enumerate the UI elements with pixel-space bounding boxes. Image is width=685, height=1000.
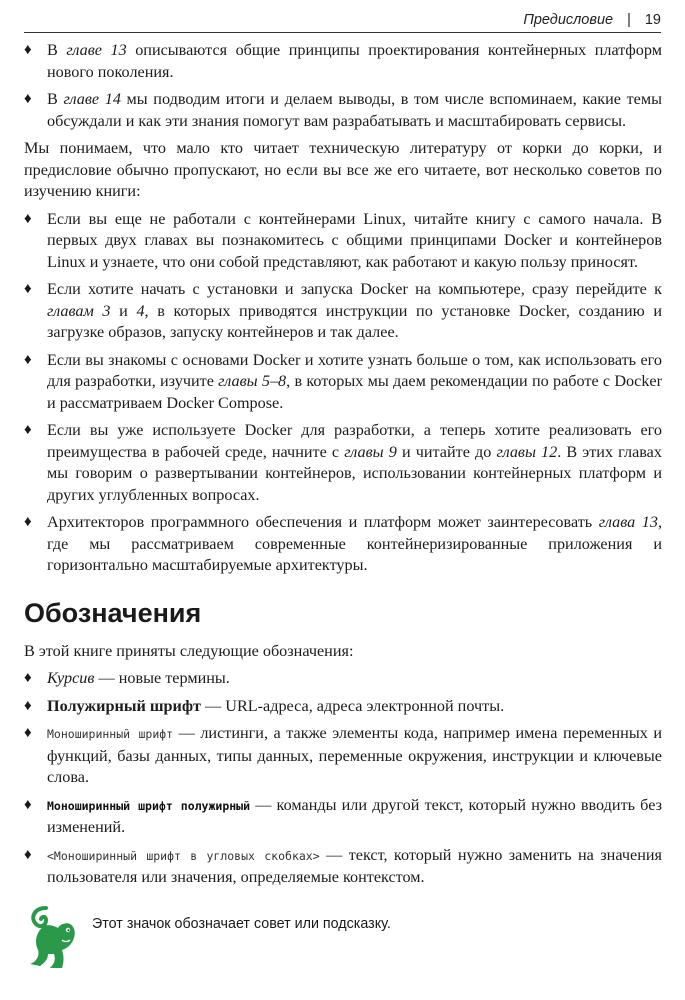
text: Если вы знакомы с основами Docker и хотите узнать больше о том, как использовать его для разработки, изучите: [47, 350, 662, 390]
bullet-diamond-icon: ♦: [24, 697, 32, 714]
reading-advice-list: [24, 209, 662, 577]
text: описываются общие принципы проектирования контейнерных платформ нового поколения.: [47, 41, 662, 81]
text: — команды или другой текст, который нужно вводить без изменений.: [47, 795, 662, 836]
intro-paragraph: Мы понимаем, что мало кто читает техническую литературу от корки до корки, и предисловие обычно пропускают, но если вы все же его читаете, вот несколько советов по изучению книги:: [24, 139, 662, 200]
conventions-list: [24, 668, 662, 889]
page-body: [24, 40, 662, 895]
bullet-diamond-icon: ♦: [24, 725, 32, 741]
list-item: [24, 723, 662, 789]
chapter-ref: главы 12: [496, 442, 558, 461]
list-item: [24, 279, 662, 344]
text: и: [110, 301, 137, 320]
text: Если вы уже используете Docker для разработки, а теперь хотите реализовать его преимущества в рабочей среде, начните с: [47, 421, 662, 461]
list-item: [24, 209, 662, 274]
text: Архитекторов программного обеспечения и платформ может заинтересовать: [47, 513, 599, 531]
monospace-sample: Моноширинный шрифт: [47, 727, 174, 741]
list-item: [24, 40, 662, 83]
text: В: [47, 41, 67, 59]
list-item: [24, 350, 662, 415]
monospace-angle-sample: <Моноширинный шрифт в угловых скобках>: [47, 848, 320, 863]
list-item: [24, 420, 662, 506]
text: — листинги, а также элементы кода, например имена переменных и функций, базы данных, типы данных, переменные окружения, инструкции и ключевые слова.: [47, 724, 662, 786]
page-number: 19: [644, 12, 661, 28]
text: Если вы еще не работали с контейнерами Linux, читайте книгу с самого начала. В первых двух главах вы познакомитесь с общими принципами Docker и контейнеров Linux и узнаете, что они собой представляют, как работают и какую пользу приносят.: [47, 209, 662, 271]
monospace-bold-sample: Моноширинный шрифт полужирный: [47, 798, 251, 813]
text: , где мы рассматриваем современные контейнеризированные приложения и горизонтально масштабируемые архитектуры.: [47, 513, 662, 574]
chapter-ref: главе 13: [66, 41, 127, 59]
chapter-ref: главы 5–8: [218, 372, 287, 390]
running-header: [24, 10, 661, 33]
bold-sample: Полужирный шрифт: [47, 696, 201, 715]
bullet-diamond-icon: ♦: [24, 351, 32, 368]
text: , в которых приводятся инструкции по установке Docker, созданию и загрузке образов, запуску контейнеров и так далее.: [47, 301, 663, 341]
bullet-diamond-icon: ♦: [24, 422, 32, 438]
list-item: [24, 696, 662, 718]
text: . В этих главах мы говорим о развертывании контейнеров, использовании контейнерных платформ и других углубленных вопросах.: [47, 442, 662, 504]
chapter-ref: главам 3: [47, 301, 111, 320]
text: В: [47, 90, 64, 108]
bullet-diamond-icon: ♦: [24, 514, 32, 530]
bullet-diamond-icon: ♦: [24, 281, 32, 297]
text: и читайте до: [396, 442, 497, 461]
bullet-diamond-icon: ♦: [24, 670, 32, 686]
bullet-diamond-icon: ♦: [24, 846, 32, 863]
bullet-diamond-icon: ♦: [24, 210, 32, 227]
list-item: [24, 668, 662, 690]
list-item: [24, 795, 662, 839]
text: мы подводим итоги и делаем выводы, в том числе вспоминаем, какие темы обсуждали и как эти знания помогут вам разрабатывать и масштабировать сервисы.: [47, 90, 662, 130]
header-separator: |: [627, 12, 631, 28]
text: Если хотите начать с установки и запуска Docker на компьютере, сразу перейдите к: [47, 280, 662, 298]
text: — новые термины.: [94, 669, 230, 687]
bullet-diamond-icon: ♦: [24, 42, 32, 58]
lemur-tip-icon: [24, 902, 80, 970]
tip-box: [24, 902, 664, 972]
chapter-ref: главе 14: [63, 90, 121, 108]
bullet-diamond-icon: ♦: [24, 796, 32, 813]
section-heading: Обозначения: [24, 597, 202, 628]
conventions-intro: В этой книге приняты следующие обозначения:: [24, 641, 354, 660]
list-item: [24, 512, 662, 577]
text: — текст, который нужно заменить на значения пользователя или значения, определяемые контекстом.: [47, 845, 662, 886]
tip-text: Этот значок обозначает совет или подсказку.: [92, 916, 391, 932]
chapter-ref: 4: [136, 301, 145, 320]
bullet-diamond-icon: ♦: [24, 91, 32, 107]
text: — URL-адреса, адреса электронной почты.: [201, 696, 505, 715]
italic-sample: Курсив: [47, 669, 95, 687]
list-item: [24, 845, 662, 889]
chapter-ref: глава 13: [598, 513, 658, 531]
text: , в которых мы даем рекомендации по работе с Docker и рассматриваем Docker Compose.: [47, 372, 662, 412]
chapter-overview-list: [24, 40, 662, 132]
section-title: Предисловие: [523, 12, 614, 28]
chapter-ref: главы 9: [344, 442, 397, 461]
list-item: [24, 89, 662, 132]
